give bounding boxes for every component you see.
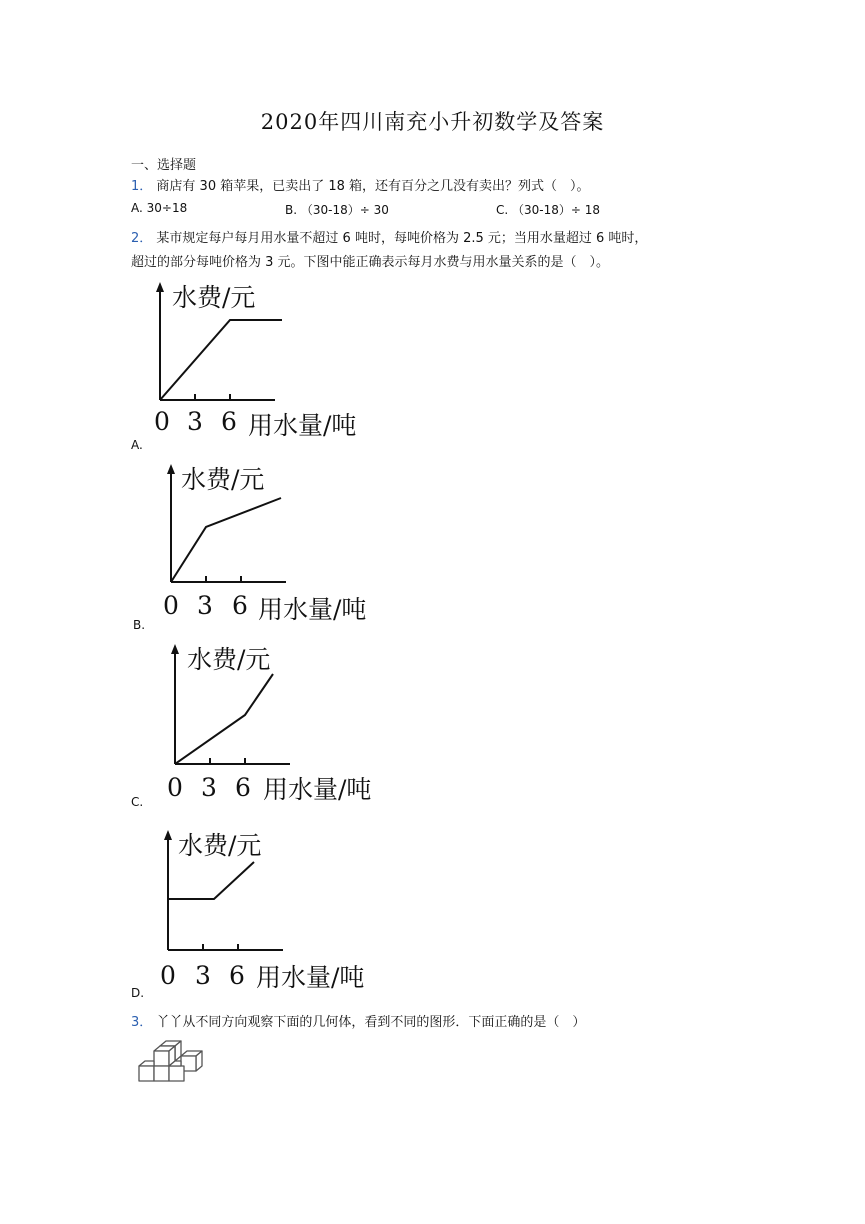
page-title: 2020年四川南充小升初数学及答案 [260,110,605,134]
tick-label-3: 3 [187,407,203,436]
graph-line [160,320,282,400]
section-heading: 一、选择题 [131,158,197,173]
graph-c [165,642,405,802]
q2-option-c: C. [131,795,144,809]
y-axis-arrow-icon [167,464,175,474]
tick-label-0: 0 [154,407,170,436]
question-text: 某市规定每户每月用水量不超过 6 吨时，每吨价格为 2.5 元；当用水量超过 6 吨时， [156,231,648,246]
tick-label-3: 3 [201,773,217,802]
question-3 [131,1011,585,1030]
question-text: 商店有 30 箱苹果，已卖出了 18 箱，还有百分之几没有卖出？列式（ ）。 [156,179,590,194]
tick-label-6: 6 [235,773,251,802]
question-text: 丫丫从不同方向观察下面的几何体，看到不同的图形．下面正确的是（ ） [156,1015,586,1030]
q2-option-b: B. [133,618,146,632]
q1-option-c: C. （30-18）÷ 18 [496,203,601,217]
y-axis-arrow-icon [171,644,179,654]
question-number: 3． [131,1015,153,1030]
tick-label-0: 0 [167,773,183,802]
graph-line [171,498,281,582]
question-1 [131,175,590,194]
graph-b [161,462,401,622]
tick-label-6: 6 [221,407,237,436]
tick-label-6: 6 [229,961,245,990]
q1-option-b: B. （30-18）÷ 30 [285,203,389,217]
y-axis-label: 水费/元 [172,283,256,312]
tick-label-0: 0 [160,961,176,990]
y-axis-arrow-icon [156,282,164,292]
y-axis-label: 水费/元 [178,831,262,860]
q2-option-a: A. [131,438,143,452]
question-2-line2: 超过的部分每吨价格为 3 元。下图中能正确表示每月水费与用水量关系的是（ ）。 [131,255,610,270]
cube-solid-figure [136,1038,208,1084]
graph-d [158,828,398,993]
tick-label-0: 0 [163,591,179,620]
y-axis-label: 水费/元 [187,645,271,674]
q1-option-a: A. 30÷18 [131,201,188,215]
y-axis-label: 水费/元 [181,465,265,494]
y-axis-arrow-icon [164,830,172,840]
q2-option-d: D. [131,986,145,1000]
x-axis-label: 用水量/吨 [256,963,365,992]
graph-line [175,674,273,764]
question-2 [131,227,647,246]
question-number: 2． [131,231,153,246]
tick-label-3: 3 [195,961,211,990]
tick-label-6: 6 [232,591,248,620]
x-axis-label: 用水量/吨 [258,595,367,624]
graph-a [150,280,390,440]
x-axis-label: 用水量/吨 [248,411,357,440]
x-axis-label: 用水量/吨 [263,775,372,804]
tick-label-3: 3 [197,591,213,620]
question-number: 1． [131,179,153,194]
graph-line [168,862,254,899]
